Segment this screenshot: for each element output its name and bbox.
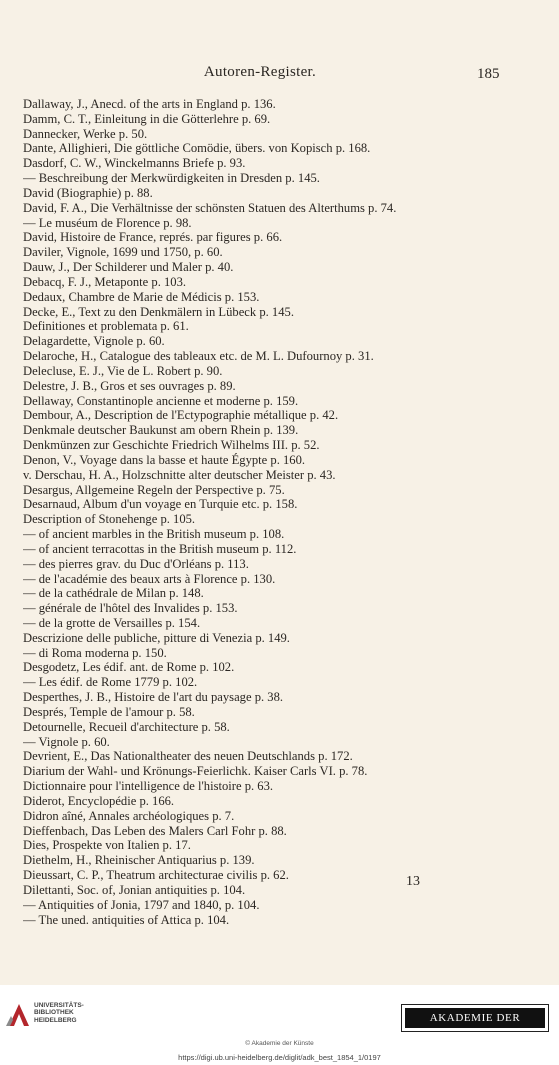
library-line-1: UNIVERSITÄTS- (34, 1002, 84, 1009)
index-entry: Descrizione delle publiche, pitture di Venezia p. 149. (23, 630, 290, 645)
university-library-logo-icon[interactable] (6, 1000, 32, 1028)
index-entry: Desperthes, J. B., Histoire de l'art du paysage p. 38. (23, 690, 284, 705)
index-entry: Dieussart, C. P., Theatrum architecturae civilis p. 62. (23, 868, 289, 883)
academy-logo-text: AKADEMIE DER KÜNSTE (405, 1008, 545, 1028)
index-entry: — de l'académie des beaux arts à Florence p. 130. (23, 571, 276, 586)
sheet-signature: 13 (406, 874, 420, 889)
index-entry: Dellaway, Constantinople ancienne et moderne p. 159. (23, 393, 299, 408)
index-entry: Dannecker, Werke p. 50. (23, 126, 148, 141)
index-entry: Denkmale deutscher Baukunst am obern Rhein p. 139. (23, 423, 299, 438)
index-entry: Daviler, Vignole, 1699 und 1750, p. 60. (23, 245, 223, 260)
index-entry: — de la grotte de Versailles p. 154. (23, 615, 201, 630)
index-entry: Didron aîné, Annales archéologiques p. 7. (23, 808, 235, 823)
library-line-2: BIBLIOTHEK (34, 1009, 74, 1017)
index-entry: — de la cathédrale de Milan p. 148. (23, 586, 204, 601)
index-entry: Delecluse, E. J., Vie de L. Robert p. 90. (23, 363, 223, 378)
index-entry: Diderot, Encyclopédie p. 166. (23, 793, 175, 808)
index-entry: Després, Temple de l'amour p. 58. (23, 704, 195, 719)
index-entry: Dembour, A., Description de l'Ectypographie métallique p. 42. (23, 408, 339, 423)
index-entry: Decke, E., Text zu den Denkmälern in Lübeck p. 145. (23, 304, 294, 319)
index-entry: Damm, C. T., Einleitung in die Götterlehre p. 69. (23, 111, 271, 126)
index-entry: Desgodetz, Les édif. ant. de Rome p. 102. (23, 660, 235, 675)
index-entry: Dallaway, J., Anecd. of the arts in England p. 136. (23, 97, 276, 111)
index-entry: Delagardette, Vignole p. 60. (23, 334, 165, 349)
copyright-notice: © Akademie der Künste (245, 1040, 314, 1047)
index-entry: Denkmünzen zur Geschichte Friedrich Wilhelms III. p. 52. (23, 438, 320, 453)
index-entry: Dasdorf, C. W., Winckelmanns Briefe p. 93. (23, 156, 246, 171)
index-entry: David (Biographie) p. 88. (23, 185, 153, 200)
index-entry: Desargus, Allgemeine Regeln der Perspective p. 75. (23, 482, 285, 497)
index-entry: Dauw, J., Der Schilderer und Maler p. 40. (23, 260, 234, 275)
page-number: 185 (477, 66, 500, 82)
index-entry: Definitiones et problemata p. 61. (23, 319, 189, 334)
index-entry: — The uned. antiquities of Attica p. 104. (23, 912, 230, 927)
index-entry: Dedaux, Chambre de Marie de Médicis p. 153. (23, 289, 260, 304)
index-entry: Diethelm, H., Rheinischer Antiquarius p. 139. (23, 853, 255, 868)
index-entry: — of ancient marbles in the British museum p. 108. (23, 527, 285, 542)
index-entry: Description of Stonehenge p. 105. (23, 512, 196, 527)
index-entry: Delaroche, H., Catalogue des tableaux etc. de M. L. Dufournoy p. 31. (23, 349, 374, 364)
permalink-url[interactable]: https://digi.ub.uni-heidelberg.de/diglit/adk_best_1854_1/0197 (178, 1053, 381, 1062)
running-header: Autoren-Register. (203, 64, 317, 80)
index-entry: Dictionnaire pour l'intelligence de l'histoire p. 63. (23, 779, 274, 794)
index-entry: Dieffenbach, Das Leben des Malers Carl Fohr p. 88. (23, 823, 287, 838)
author-index-list (23, 97, 553, 927)
index-entry: — di Roma moderna p. 150. (23, 645, 167, 660)
index-entry: David, Histoire de France, représ. par figures p. 66. (23, 230, 283, 245)
index-entry: — des pierres grav. du Duc d'Orléans p. 113. (23, 556, 249, 571)
index-entry: — Antiquities of Jonia, 1797 and 1840, p. 104. (23, 897, 260, 912)
index-entry: Delestre, J. B., Gros et ses ouvrages p. 89. (23, 378, 236, 393)
library-line-3: HEIDELBERG (34, 1016, 77, 1024)
index-entry: David, F. A., Die Verhältnisse der schönsten Statuen des Alterthums p. 74. (23, 200, 397, 215)
index-entry: — Les édif. de Rome 1779 p. 102. (23, 675, 198, 690)
index-entry: — Beschreibung der Merkwürdigkeiten in Dresden p. 145. (23, 171, 320, 186)
index-entry: Dante, Allighieri, Die göttliche Comödie, übers. von Kopisch p. 168. (23, 141, 371, 156)
index-entry: Debacq, F. J., Metaponte p. 103. (23, 274, 187, 289)
index-entry: — Le muséum de Florence p. 98. (23, 215, 192, 230)
index-entry: Diarium der Wahl- und Krönungs-Feierlichk. Kaiser Carls VI. p. 78. (23, 764, 368, 779)
index-entry: — Vignole p. 60. (23, 734, 110, 749)
index-entry: Denon, V., Voyage dans la basse et haute Égypte p. 160. (23, 452, 306, 467)
index-entry: — of ancient terracottas in the British museum p. 112. (23, 541, 297, 556)
academy-logo[interactable] (401, 1004, 549, 1044)
index-entry: Desarnaud, Album d'un voyage en Turquie etc. p. 158. (23, 497, 298, 512)
university-library-name[interactable] (34, 1002, 84, 1024)
index-entry: — générale de l'hôtel des Invalides p. 153. (23, 601, 238, 616)
index-entry: Dilettanti, Soc. of, Jonian antiquities p. 104. (23, 882, 246, 897)
index-entry: Devrient, E., Das Nationaltheater des neuen Deutschlands p. 172. (23, 749, 353, 764)
index-entry: v. Derschau, H. A., Holzschnitte alter deutscher Meister p. 43. (23, 467, 336, 482)
index-entry: Detournelle, Recueil d'architecture p. 58. (23, 719, 230, 734)
index-entry: Dies, Prospekte von Italien p. 17. (23, 838, 191, 853)
